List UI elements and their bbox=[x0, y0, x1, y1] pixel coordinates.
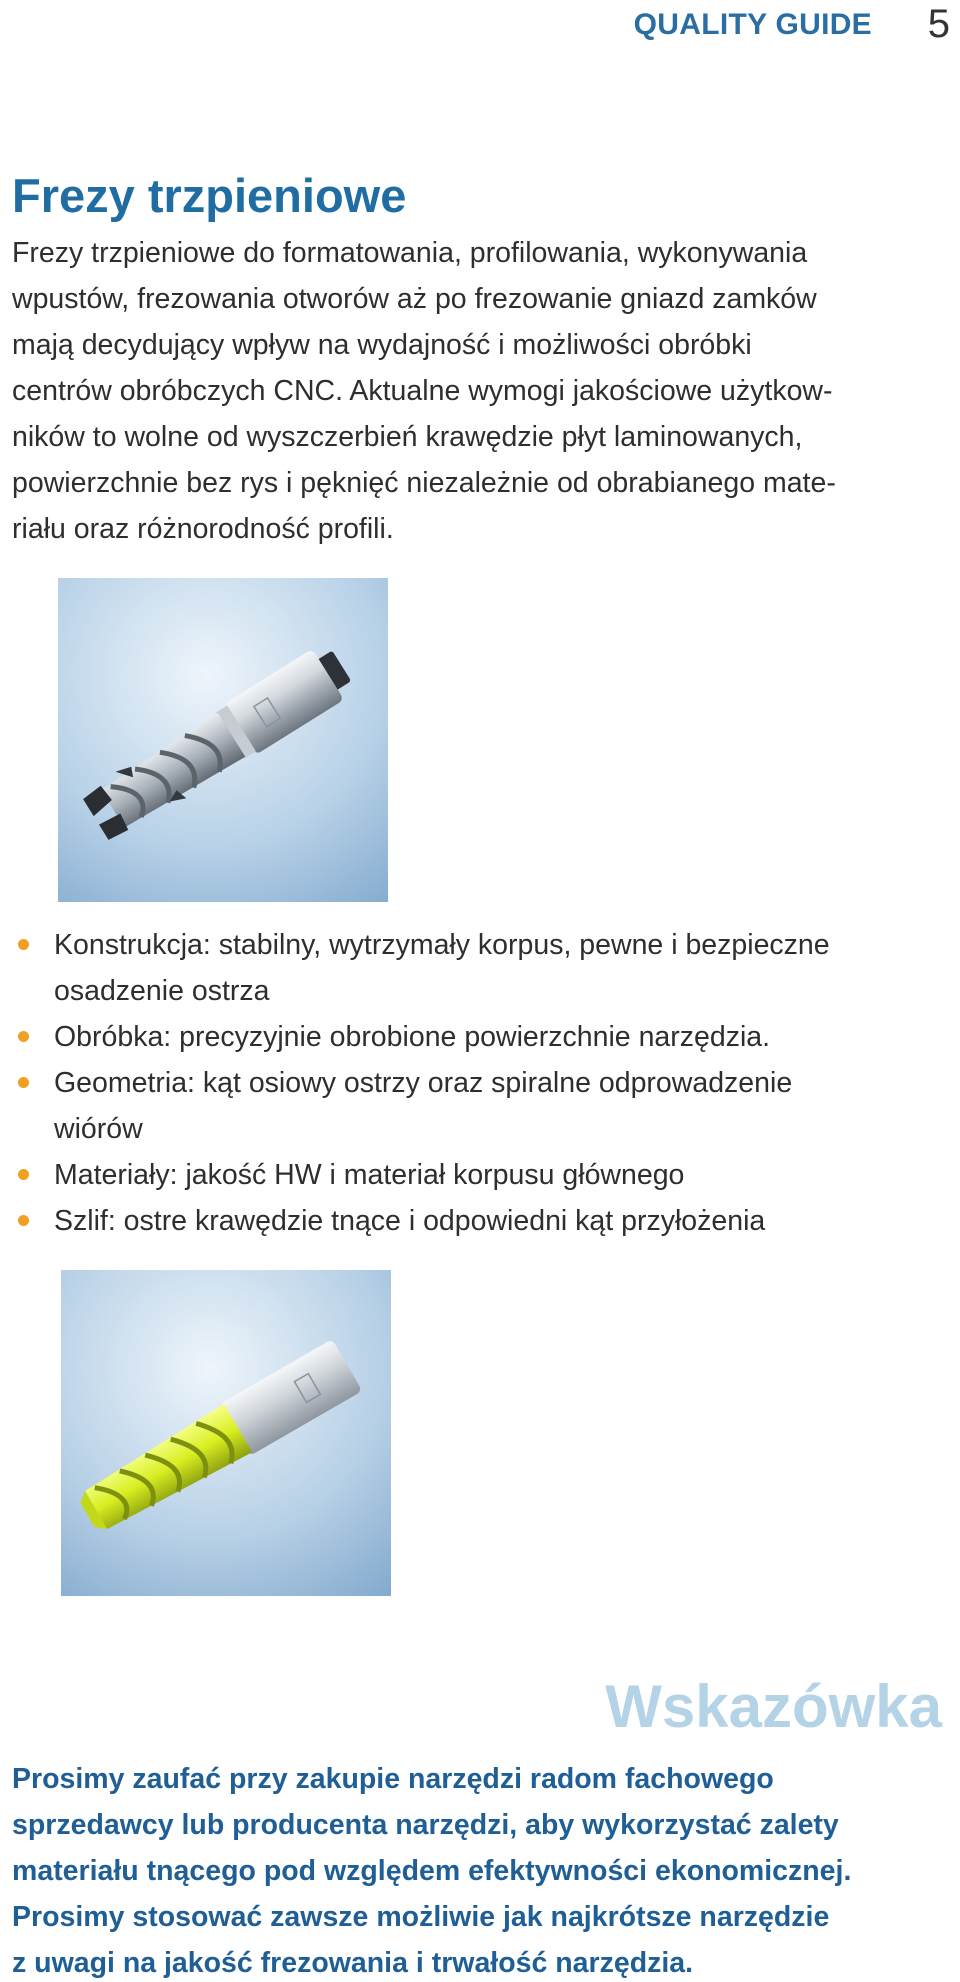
intro-line: powierzchnie bez rys i pęknięć niezależnie od obrabianego mate- bbox=[12, 467, 836, 499]
intro-line: mają decydujący wpływ na wydajność i możliwości obróbki bbox=[12, 329, 752, 361]
coated-router-bit-photo bbox=[61, 1270, 391, 1596]
bullet-dot bbox=[18, 939, 29, 950]
intro-line: ników to wolne od wyszczerbień krawędzie płyt laminowanych, bbox=[12, 421, 803, 453]
coated-router-bit-illustration bbox=[61, 1270, 391, 1596]
list-item bbox=[12, 1014, 952, 1060]
list-item-line: Obróbka: precyzyjnie obrobione powierzchnie narzędzia. bbox=[54, 1021, 771, 1053]
bullet-dot bbox=[18, 1077, 29, 1088]
list-item-line: Materiały: jakość HW i materiał korpusu głównego bbox=[54, 1159, 685, 1191]
quality-guide-label: QUALITY GUIDE bbox=[633, 8, 872, 41]
list-item bbox=[12, 1060, 952, 1152]
intro-line: riału oraz różnorodność profili. bbox=[12, 513, 394, 545]
list-item-line: Geometria: kąt osiowy ostrzy oraz spiralne odprowadzenie bbox=[54, 1067, 793, 1099]
tip-line: sprzedawcy lub producenta narzędzi, aby wykorzystać zalety bbox=[12, 1809, 839, 1841]
router-bit-illustration bbox=[58, 578, 388, 902]
tip-line: Prosimy zaufać przy zakupie narzędzi radom fachowego bbox=[12, 1763, 774, 1795]
intro-line: Frezy trzpieniowe do formatowania, profilowania, wykonywania bbox=[12, 237, 808, 269]
intro-line: centrów obróbczych CNC. Aktualne wymogi jakościowe użytkow- bbox=[12, 375, 833, 407]
list-item-line: Konstrukcja: stabilny, wytrzymały korpus, pewne i bezpieczne bbox=[54, 929, 830, 961]
page-number: 5 bbox=[927, 2, 950, 46]
list-item bbox=[12, 1198, 952, 1244]
page-header bbox=[0, 2, 960, 46]
feature-list bbox=[12, 922, 952, 1244]
list-item-line: osadzenie ostrza bbox=[54, 975, 270, 1007]
router-bit-photo bbox=[58, 578, 388, 902]
list-item-line: wiórów bbox=[54, 1113, 143, 1145]
bullet-dot bbox=[18, 1215, 29, 1226]
bullet-dot bbox=[18, 1169, 29, 1180]
list-item bbox=[12, 922, 952, 1014]
list-item bbox=[12, 1152, 952, 1198]
tip-line: Prosimy stosować zawsze możliwie jak najkrótsze narzędzie bbox=[12, 1901, 830, 1933]
intro-paragraph bbox=[12, 230, 952, 552]
bullet-dot bbox=[18, 1031, 29, 1042]
page-title: Frezy trzpieniowe bbox=[12, 169, 407, 222]
tip-line: materiału tnącego pod względem efektywności ekonomicznej. bbox=[12, 1855, 852, 1887]
tip-line: z uwagi na jakość frezowania i trwałość narzędzia. bbox=[12, 1947, 694, 1979]
tip-heading: Wskazówka bbox=[605, 1673, 942, 1740]
intro-line: wpustów, frezowania otworów aż po frezowanie gniazd zamków bbox=[12, 283, 817, 315]
tip-paragraph bbox=[12, 1756, 952, 1982]
list-item-line: Szlif: ostre krawędzie tnące i odpowiedni kąt przyłożenia bbox=[54, 1205, 766, 1237]
